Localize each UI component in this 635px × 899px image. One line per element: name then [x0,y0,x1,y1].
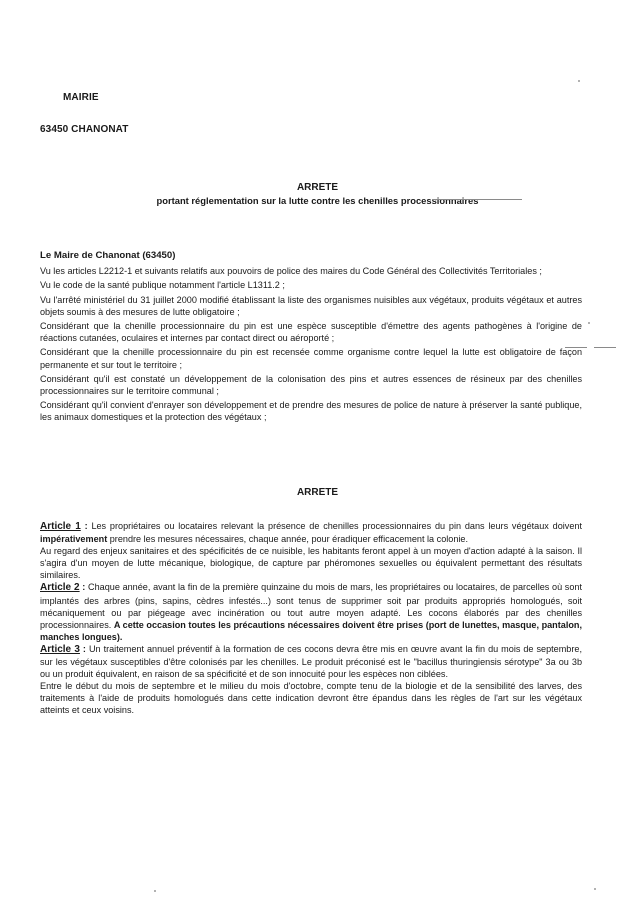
decree-heading: ARRETE [296,487,339,498]
municipality-address: 63450 CHANONAT [40,124,129,135]
margin-mark [594,347,616,348]
article-3: Article 3 : Un traitement annuel préventif à la formation de ces cocons devra être mis en œuvre avant la fin du mois de septembre, sur les végétaux susceptibles d'être colonisés par les chenilles. Le produit préconisé est le "bacillus thuringiensis sérotype" 3a ou 3b ou un produit équivalent, en raison de sa spécificité et de son innocuité pour les espèces non ciblées. [40,643,582,680]
title-underline [432,199,522,200]
articles [40,520,582,717]
article-2: Article 2 : Chaque année, avant la fin de la première quinzaine du mois de mars, les propriétaires ou locataires, de parcelles où sont implantés des arbres (pins, sapins, cèdres infestés...) sont tenus de supprimer soit par produits appropriés homologués, soit mécaniquement ou par piégeage avec incinération ou tout autre moyen adapté. Les cocons élaborés par des chenilles processionnaires. A cette occasion toutes les précautions nécessaires doivent être prises (port de lunettes, masque, pantalon, manches longues). [40,582,582,642]
decree-subtitle: portant réglementation sur la lutte contre les chenilles processionnaires [156,195,479,206]
article-3-para-2: Entre le début du mois de septembre et le milieu du mois d'octobre, compte tenu de la biologie et de la sensibilité des larves, des traitements à l'aide de produits homologués dans cette indication devront être épandus dans les règles de l'art sur les végétaux atteints et ceux voisins. [40,681,582,716]
article-1: Article 1 : Les propriétaires ou locataires relevant la présence de chenilles processionnaires du pin dans leurs végétaux doivent impérativement prendre les mesures nécessaires, chaque année, pour éradiquer efficacement la colonie. [40,521,582,545]
scan-speck [578,80,580,82]
margin-mark [565,347,587,348]
preamble-clause: Considérant que la chenille processionnaire du pin est une espèce susceptible d'émettre des agents pathogènes à l'origine de réactions cutanées, oculaires et internes par contact direct ou aéroporté ; [40,321,582,344]
decree-title: ARRETE [296,182,339,193]
preamble-clause: Vu les articles L2212-1 et suivants relatifs aux pouvoirs de police des maires du Code Général des Collectivités Territoriales ; [40,266,542,277]
scan-speck [594,888,596,890]
preamble-clause: Considérant qu'il est constaté un développement de la colonisation des pins et autres essences de résineux par des chenilles processionnaires sur le territoire communal ; [40,373,582,397]
article-2-label: Article 2 [40,582,80,594]
preamble [40,250,582,426]
scan-speck [154,890,156,892]
preamble-clause: Vu le code de la santé publique notamment l'article L1311.2 ; [40,280,285,291]
preamble-clause: Considérant qu'il convient d'enrayer son développement et de prendre des mesures de police de nature à préserver la santé publique, les animaux domestiques et la protection des végétaux ; [40,400,582,423]
article-1-para-2: Au regard des enjeux sanitaires et des spécificités de ce nuisible, les habitants feront appel à un moyen d'action adapté à la saison. Il s'agira d'un moyen de lutte mécanique, biologique, de capture par phéromones sexuelles ou équivalent permettant des résultats similaires. [40,546,582,581]
preamble-clause: Considérant que la chenille processionnaire du pin est recensée comme organisme contre lequel la lutte est obligatoire de façon permanente et sur tout le territoire ; [40,347,582,370]
municipality-header: MAIRIE [63,92,99,103]
scan-speck [588,322,590,324]
article-1-label: Article 1 [40,521,81,532]
preamble-clause: Vu l'arrêté ministériel du 31 juillet 2000 modifié établissant la liste des organismes nuisibles aux végétaux, produits végétaux et autres objets soumis à des mesures de lutte obligatoire ; [40,294,582,317]
article-3-label: Article 3 [40,643,80,655]
mayor-line: Le Maire de Chanonat (63450) [40,250,176,261]
